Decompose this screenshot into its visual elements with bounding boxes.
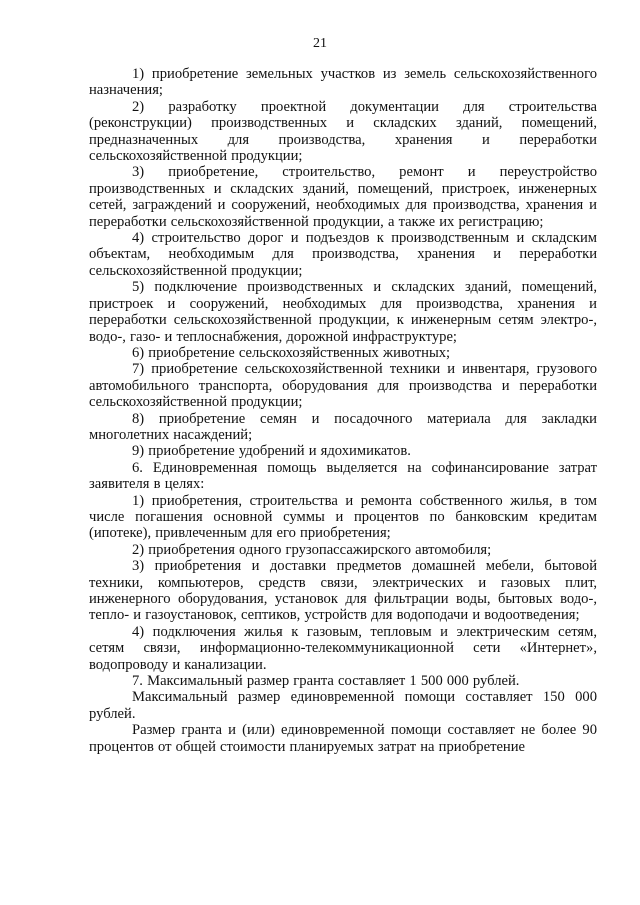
paragraph: Максимальный размер единовременной помощи составляет 150 000 рублей. — [89, 689, 597, 722]
paragraph: 7. Максимальный размер гранта составляет 1 500 000 рублей. — [132, 673, 520, 690]
paragraph: 6. Единовременная помощь выделяется на софинансирование затрат заявителя в целях: — [89, 459, 597, 493]
paragraph: 7) приобретение сельскохозяйственной техники и инвентаря, грузового автомобильного транспорта, оборудования для производства и переработки сельскохозяйственной продукции; — [89, 361, 597, 411]
paragraph: 3) приобретение, строительство, ремонт и переустройство производственных и складских зданий, помещений, пристроек, инженерных сетей, заграждений и сооружений, необходимых для производства, хранения и переработки сельскохозяйственной продукции, а также их регистрацию; — [89, 164, 597, 230]
paragraph: 1) приобретение земельных участков из земель сельскохозяйственного назначения; — [89, 66, 597, 99]
document-body — [89, 66, 597, 755]
paragraph: 9) приобретение удобрений и ядохимикатов. — [132, 443, 411, 460]
paragraph: 4) подключения жилья к газовым, тепловым и электрическим сетям, сетям связи, информационно-телекоммуникационной сети «Интернет», водопроводу и канализации. — [89, 623, 597, 673]
paragraph: 6) приобретение сельскохозяйственных животных; — [132, 344, 451, 361]
paragraph: 4) строительство дорог и подъездов к производственным и складским объектам, необходимым для производства, хранения и переработки сельскохозяйственной продукции; — [89, 230, 597, 279]
paragraph: 3) приобретения и доставки предметов домашней мебели, бытовой техники, компьютеров, средств связи, электрических и газовых плит, инженерного оборудования, установок для фильтрации воды, бытовых водо-, тепло- и газоустановок, септиков, устройств для водоподачи и водоотведения; — [89, 558, 597, 624]
paragraph: 2) приобретения одного грузопассажирского автомобиля; — [132, 541, 492, 558]
paragraph: 2) разработку проектной документации для строительства (реконструкции) производственных и складских зданий, помещений, предназначенных для производства, хранения и переработки сельскохозяйственной продукции; — [89, 98, 597, 165]
paragraph: 5) подключение производственных и складских зданий, помещений, пристроек и сооружений, необходимых для производства, хранения и переработки сельскохозяйственной продукции, к инженерным сетям электро-, водо-, газо- и теплоснабжения, дорожной инфраструктуре; — [89, 279, 597, 345]
paragraph: Размер гранта и (или) единовременной помощи составляет не более 90 процентов от общей стоимости планируемых затрат на приобретение — [89, 722, 597, 755]
paragraph: 1) приобретения, строительства и ремонта собственного жилья, в том числе погашения основной суммы и процентов по банковским кредитам (ипотеке), привлеченным для его приобретения; — [89, 492, 597, 542]
page-number: 21 — [313, 36, 327, 51]
paragraph: 8) приобретение семян и посадочного материала для закладки многолетних насаждений; — [89, 410, 597, 443]
